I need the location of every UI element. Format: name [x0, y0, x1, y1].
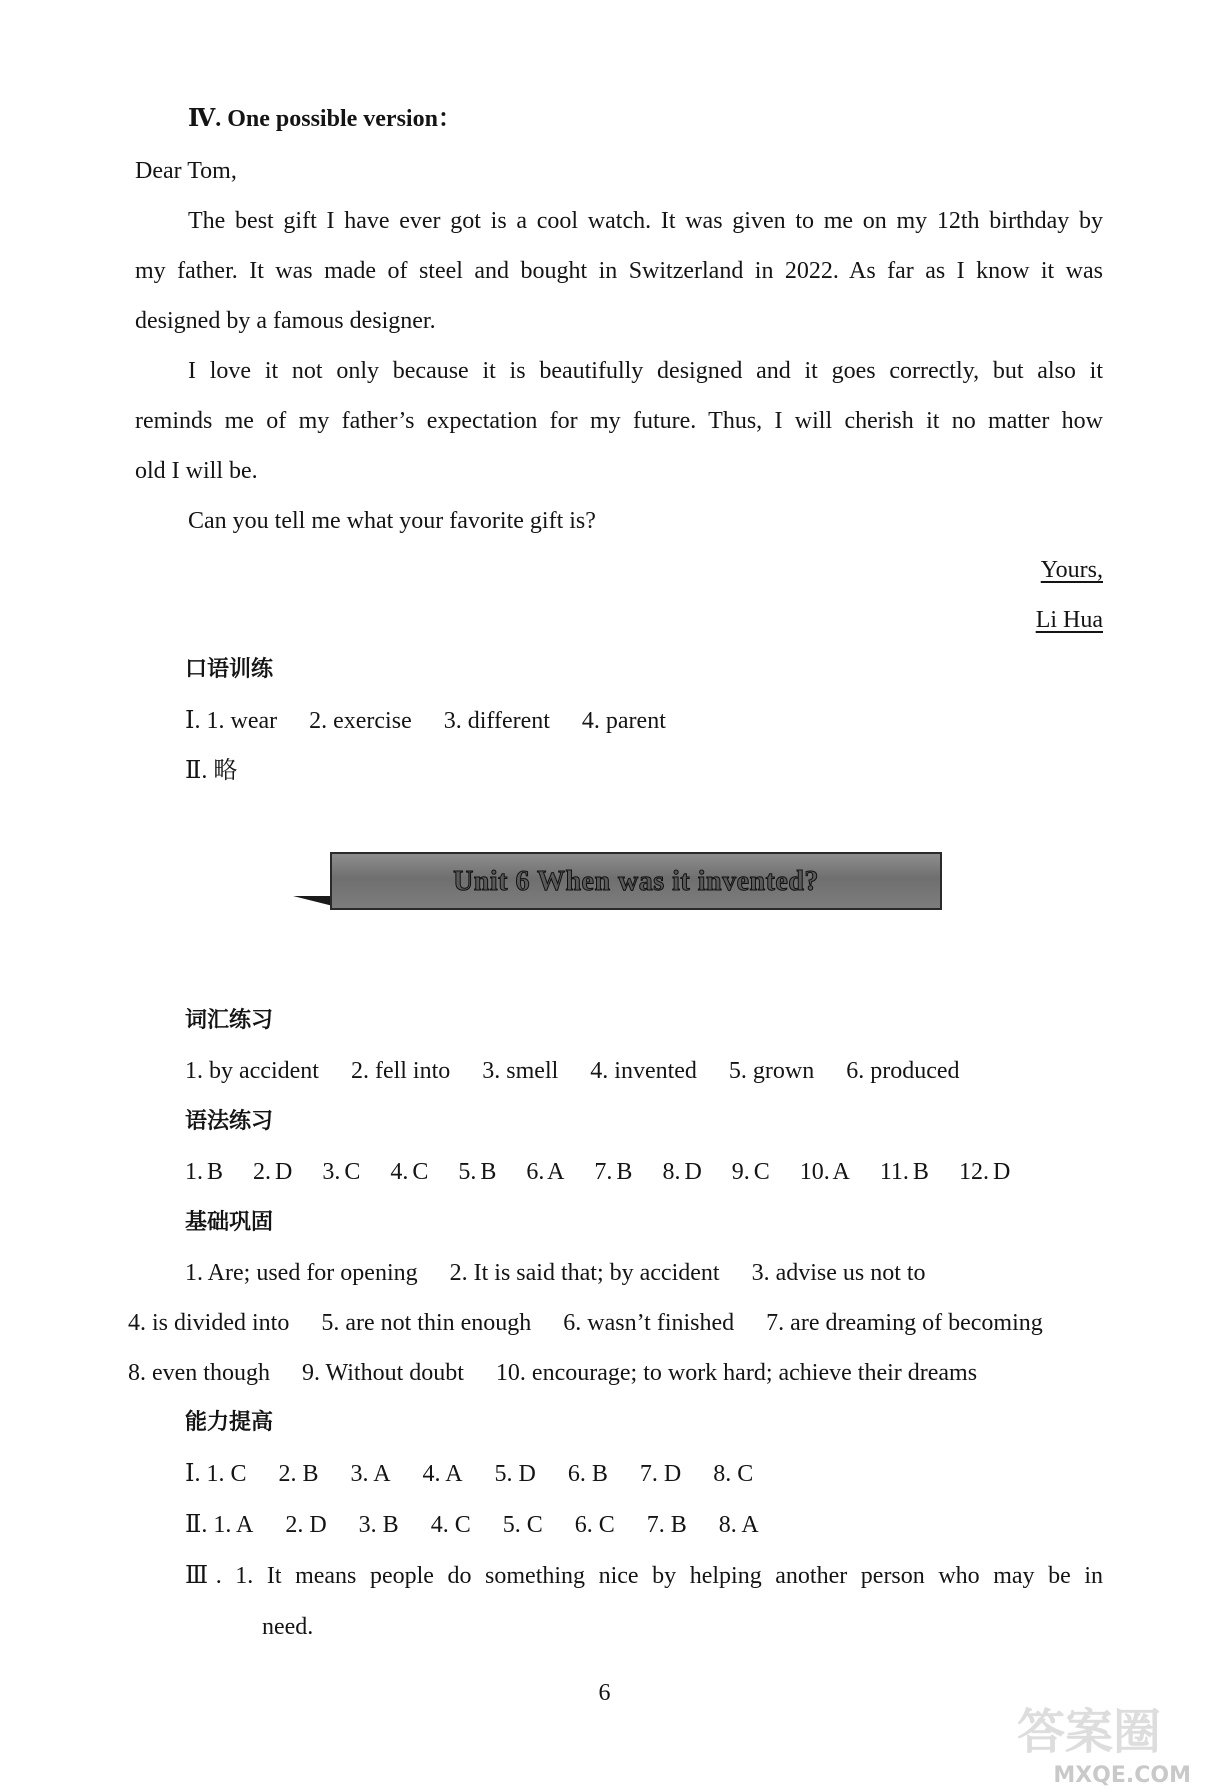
- unit-banner-title: Unit 6 When was it invented?: [453, 866, 819, 897]
- ability-answer: 8. C: [713, 1461, 754, 1487]
- basics-answers-line-1: [185, 1258, 926, 1288]
- ability-answer: 4. A: [422, 1461, 463, 1487]
- letter-salutation: Dear Tom,: [135, 158, 237, 184]
- ability-answer: 5. D: [494, 1461, 536, 1487]
- ability-answer: Ⅱ. 1. A: [185, 1512, 254, 1538]
- basics-answer: 4. is divided into: [128, 1310, 290, 1336]
- basics-answer: 5. are not thin enough: [321, 1310, 532, 1336]
- letter-paragraph-3: Can you tell me what your favorite gift is?: [188, 508, 596, 534]
- grammar-answer: 4. C: [390, 1159, 429, 1185]
- ability-section-title: 能力提高: [185, 1410, 274, 1435]
- oral-section-title: 口语训练: [185, 657, 274, 682]
- ability-answer: 4. C: [430, 1512, 471, 1538]
- ability-answers-line-3: Ⅲ. 1. It means people do something nice by helping another person who may be in: [185, 1563, 1103, 1589]
- letter-paragraph-1-line-2: my father. It was made of steel and bought in Switzerland in 2022. As far as I know it was: [135, 258, 1103, 284]
- letter-paragraph-2-line-3: old I will be.: [135, 458, 258, 484]
- basics-answer: 2. It is said that; by accident: [449, 1260, 720, 1286]
- ability-answer: Ⅰ. 1. C: [185, 1461, 247, 1487]
- basics-answers-line-2: [128, 1308, 1043, 1338]
- ability-answer: 6. B: [567, 1461, 608, 1487]
- letter-paragraph-2-line-1: I love it not only because it is beautifully designed and it goes correctly, but also it: [188, 358, 1103, 384]
- vocab-answer: 3. smell: [482, 1058, 559, 1084]
- page-number: 6: [598, 1680, 611, 1706]
- letter-heading: Ⅳ. One possible version：: [188, 106, 462, 132]
- ability-answer: 7. B: [646, 1512, 687, 1538]
- basics-answer: 9. Without doubt: [301, 1360, 464, 1386]
- grammar-answer: 9. C: [731, 1159, 770, 1185]
- basics-answer: 7. are dreaming of becoming: [766, 1310, 1043, 1336]
- grammar-answer: 3. C: [322, 1159, 361, 1185]
- grammar-answer: 12. D: [958, 1159, 1011, 1185]
- vocab-section-title: 词汇练习: [185, 1008, 274, 1033]
- grammar-answer: 8. D: [662, 1159, 702, 1185]
- letter-paragraph-1-line-1: The best gift I have ever got is a cool watch. It was given to me on my 12th birthday by: [188, 208, 1103, 234]
- ability-answer: 3. A: [350, 1461, 391, 1487]
- vocab-answer: 6. produced: [846, 1058, 960, 1084]
- basics-answer: 10. encourage; to work hard; achieve their dreams: [495, 1360, 978, 1386]
- basics-section-title: 基础巩固: [185, 1210, 274, 1235]
- ability-answer: 8. A: [718, 1512, 759, 1538]
- ability-answers-line-3-cont: need.: [262, 1614, 314, 1640]
- watermark-logo: 答案圈: [1016, 1704, 1161, 1760]
- oral-answer: 4. parent: [581, 708, 666, 734]
- oral-answers-line-1: [185, 706, 666, 736]
- ability-answer: 2. B: [278, 1461, 319, 1487]
- basics-answer: 1. Are; used for opening: [185, 1260, 418, 1286]
- grammar-answer: 7. B: [594, 1159, 633, 1185]
- watermark-text: MXQE.COM: [1053, 1763, 1191, 1788]
- ability-answers-line-1: [185, 1459, 753, 1489]
- banner-tail-decoration: [293, 896, 333, 906]
- vocab-answer: 2. fell into: [350, 1058, 451, 1084]
- letter-signature: Li Hua: [1035, 607, 1103, 633]
- ability-answer: 7. D: [639, 1461, 682, 1487]
- vocab-answers: [185, 1056, 960, 1086]
- grammar-answer: 10. A: [799, 1159, 850, 1185]
- ability-answer: 2. D: [285, 1512, 327, 1538]
- basics-answer: 8. even though: [128, 1360, 270, 1386]
- grammar-section-title: 语法练习: [185, 1109, 274, 1134]
- grammar-answer: 6. A: [526, 1159, 565, 1185]
- oral-answer: 3. different: [443, 708, 550, 734]
- ability-answer: 5. C: [502, 1512, 543, 1538]
- basics-answer: 6. wasn’t finished: [563, 1310, 735, 1336]
- ability-answers-line-2: [185, 1510, 759, 1540]
- letter-paragraph-2-line-2: reminds me of my father’s expectation for my future. Thus, I will cherish it no matter how: [135, 408, 1103, 434]
- grammar-answer: 2. D: [253, 1159, 293, 1185]
- grammar-answers: [185, 1157, 1010, 1187]
- grammar-answer: 5. B: [458, 1159, 497, 1185]
- oral-answers-line-2: Ⅱ. 略: [185, 758, 238, 784]
- basics-answer: 3. advise us not to: [751, 1260, 926, 1286]
- ability-answer: 3. B: [358, 1512, 399, 1538]
- unit-banner: [330, 852, 942, 910]
- grammar-answer: 1. B: [185, 1159, 224, 1185]
- vocab-answer: 4. invented: [590, 1058, 697, 1084]
- letter-closing: Yours,: [1040, 557, 1103, 583]
- vocab-answer: 1. by accident: [185, 1058, 319, 1084]
- vocab-answer: 5. grown: [728, 1058, 815, 1084]
- ability-answer: 6. C: [574, 1512, 615, 1538]
- letter-paragraph-1-line-3: designed by a famous designer.: [135, 308, 436, 334]
- oral-answer: 2. exercise: [309, 708, 412, 734]
- basics-answers-line-3: [128, 1358, 977, 1388]
- oral-answer: Ⅰ. 1. wear: [185, 708, 278, 734]
- grammar-answer: 11. B: [879, 1159, 929, 1185]
